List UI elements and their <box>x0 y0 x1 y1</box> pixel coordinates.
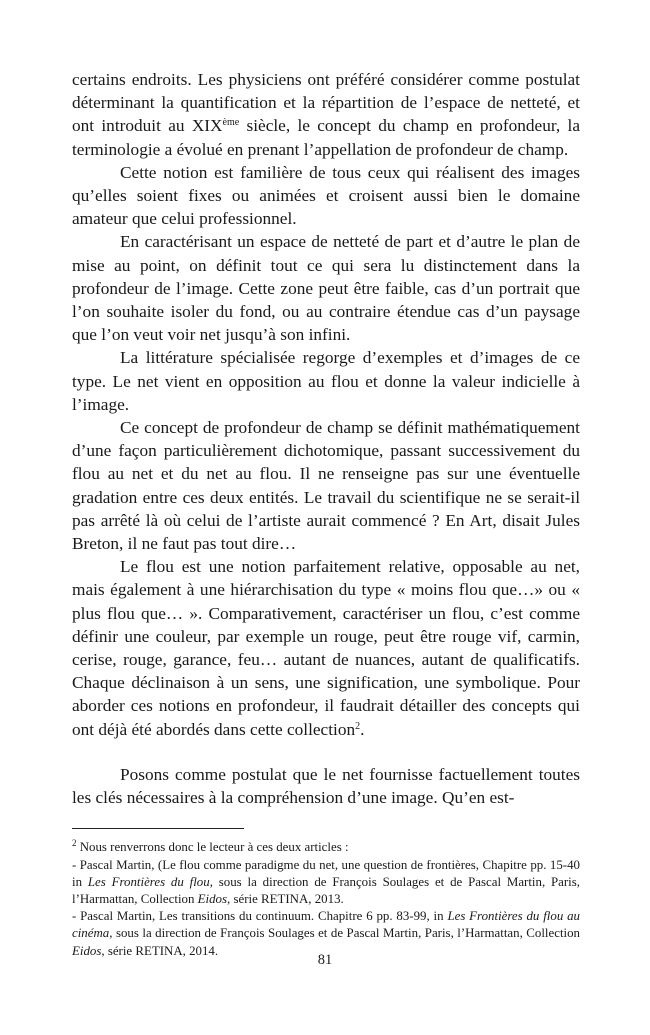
footnote-intro-text: Nous renverrons donc le lecteur à ces deux articles : <box>76 840 349 855</box>
ref1-series: Eidos <box>197 891 228 906</box>
paragraph-1 <box>72 68 580 161</box>
footnote-reference: 2 <box>355 720 361 732</box>
superscript-eme: ème <box>222 117 240 129</box>
page <box>72 68 580 960</box>
paragraph-6 <box>72 555 580 741</box>
ref1-title: Les Frontières du flou, <box>87 874 213 889</box>
paragraph-1-text-a: certains endroits. Les physiciens ont préféré considérer comme postulat déterminant la quantification et la répartition de l’espace de netteté, et ont introduit au XIX <box>72 70 580 136</box>
ref1-text-c: , série RETINA, 2013. <box>227 891 344 906</box>
footnote-marker: 2 <box>72 838 77 849</box>
ref2-title: Les Frontières du flou au cinéma <box>72 909 580 941</box>
paragraph-5: Ce concept de profondeur de champ se définit mathématiquement d’une façon particulièrement dichotomique, passant successivement du flou au net et du net au flou. Il ne renseigne pas sur une éventuelle gradation entre ces deux entités. Le travail du scientifique ne se serait-il pas arrêté là où celui de l’artiste aurait commencé ? En Art, disait Jules Breton, il ne faut pas tout dire… <box>72 418 580 554</box>
paragraph-4: La littérature spécialisée regorge d’exemples et d’images de ce type. Le net vient en opposition au flou et donne la valeur indicielle à l’image. <box>72 348 580 414</box>
footnote-intro <box>72 839 580 856</box>
paragraph-7: Posons comme postulat que le net fournisse factuellement toutes les clés nécessaires à la compréhension d’une image. Qu’en est- <box>72 764 580 808</box>
ref2-text-c: , série RETINA, 2014. <box>101 943 219 958</box>
paragraph-6-text: Le flou est une notion parfaitement relative, opposable au net, mais également à une hiérarchisation du type « moins flou que…» ou « plus flou que… ». Comparativement, caractériser un flou, c’est comme définir une couleur, par exemple un rouge, peut être rouge vif, carmin, cerise, rouge, garance, feu… autant de nuances, autant de qualificatifs. Chaque déclinaison à un sens, une signification, une symbolique. Pour aborder ces notions en profondeur, il faudrait détailler des concepts qui ont déjà été abordés dans cette collection <box>72 557 580 739</box>
paragraph-2: Cette notion est familière de tous ceux qui réalisent des images qu’elles soient fixes ou animées et croisent aussi bien le domaine amateur que celui professionnel. <box>72 162 580 229</box>
footnote-reference-1 <box>72 857 580 909</box>
paragraph-6-end: . <box>360 719 365 739</box>
body-text <box>72 68 580 809</box>
ref1-text-b: sous la direction de François Soulages et de Pascal Martin, Paris, l’Harmattan, Collection <box>72 874 581 906</box>
paragraph-3: En caractérisant un espace de netteté de part et d’autre le plan de mise au point, on définit tout ce qui sera lu distinctement dans la profondeur de l’image. Cette zone peut être faible, cas d’un portrait que l’on souhaite isoler du fond, ou au contraire étendue cas d’un paysage que l’on veut voir net jusqu’à son infini. <box>72 232 580 345</box>
paragraph-1-text-b: siècle, le concept du champ en profondeur, la terminologie a évolué en prenant l’appellation de profondeur de champ. <box>72 116 581 159</box>
ref1-text-a: - Pascal Martin, (Le flou comme paradigme du net, une question de frontières, Chapitre pp. 15-40 in <box>72 857 580 889</box>
ref2-series: Eidos <box>72 943 102 958</box>
ref2-text-b: , sous la direction de François Soulages et de Pascal Martin, Paris, l’Harmattan, Collection <box>109 926 580 941</box>
page-number: 81 <box>317 952 333 968</box>
ref2-text-a: - Pascal Martin, Les transitions du continuum. Chapitre 6 pp. 83-99, in <box>72 909 448 924</box>
footnotes <box>72 839 580 959</box>
footnote-divider <box>72 828 244 829</box>
